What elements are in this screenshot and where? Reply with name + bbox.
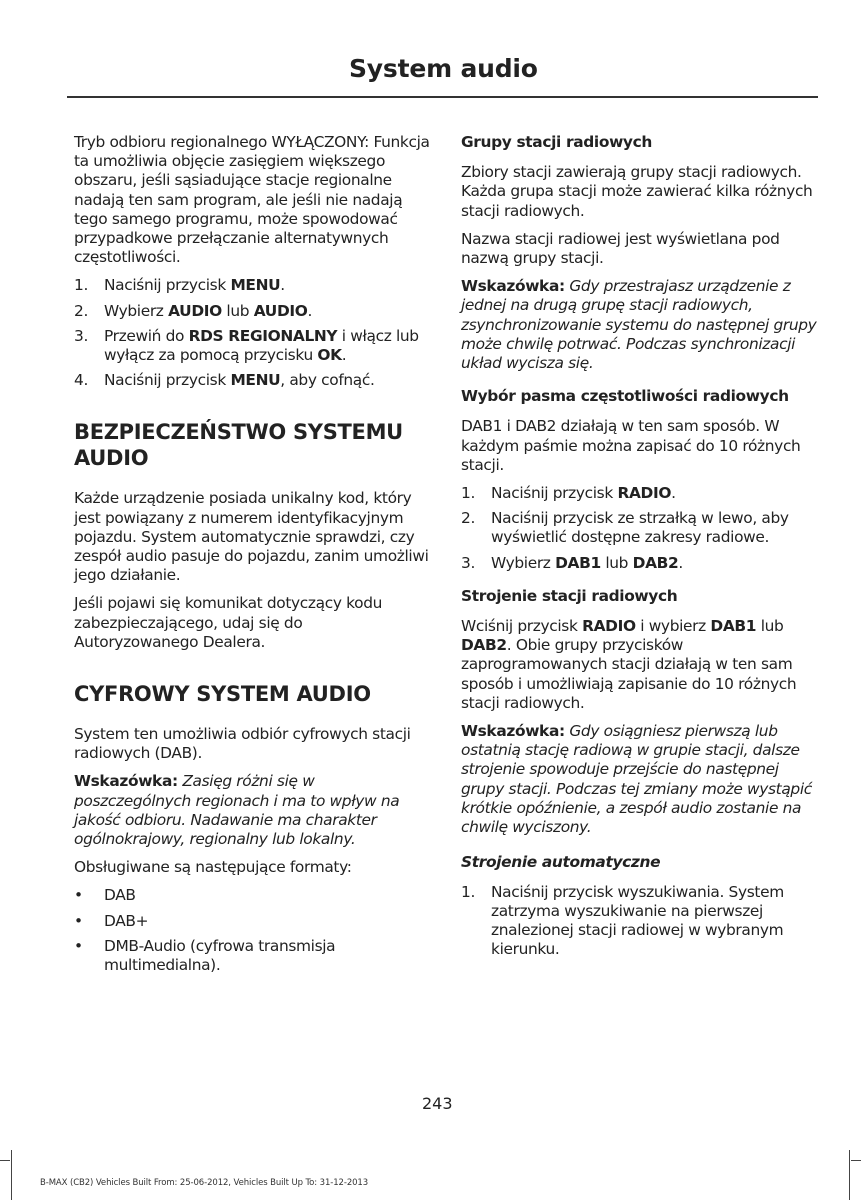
list-item: 1. Naciśnij przycisk MENU. [74, 276, 285, 295]
note-text: Gdy przestrajasz urządzenie z jednej na drugą grupę stacji radiowych, zsynchronizowanie systemu do następnej grupy może chwilę potrwać. Podczas synchronizacji układ wycisza się. [461, 277, 817, 373]
heading-station-tuning: Strojenie stacji radiowych [461, 586, 678, 605]
band-paragraph: DAB1 i DAB2 działają w ten sam sposób. W każdym paśmie można zapisać do 10 różnych stacji. [461, 417, 801, 474]
crop-mark [849, 1150, 850, 1200]
note-label: Wskazówka: [461, 722, 565, 741]
security-paragraph-1: Każde urządzenie posiada unikalny kod, który jest powiązany z numerem identyfikacyjnym pojazdu. System automatycznie sprawdzi, czy zespół audio pasuje do pojazdu, zanim umożliwi jego działanie. [74, 489, 429, 585]
list-item: 3. Przewiń do RDS REGIONALNY i włącz lub wyłącz za pomocą przycisku OK. [74, 326, 419, 365]
footer-text: B-MAX (CB2) Vehicles Built From: 25-06-2012, Vehicles Built Up To: 31-12-2013 [40, 1178, 369, 1188]
groups-paragraph-1: Zbiory stacji zawierają grupy stacji radiowych. Każda grupa stacji może zawierać kilka różnych stacji radiowych. [461, 163, 813, 220]
tuning-paragraph: Wciśnij przycisk RADIO i wybierz DAB1 lub DAB2. Obie grupy przycisków zaprogramowanych stacji działają w ten sam sposób i umożliwiają zapisanie do 10 różnych stacji radiowych. [461, 617, 797, 712]
formats-paragraph: Obsługiwane są następujące formaty: [74, 858, 352, 877]
heading-auto-tuning: Strojenie automatyczne [461, 853, 661, 872]
list-item: 3. Wybierz DAB1 lub DAB2. [461, 553, 683, 572]
bullet-icon: • [74, 911, 83, 930]
formats-list [74, 886, 430, 975]
crop-mark [11, 1150, 12, 1200]
band-steps-list [461, 484, 817, 573]
note-text: Gdy osiągniesz pierwszą lub ostatnią stację radiową w grupie stacji, dalsze strojenie spowoduje przejście do następnej grupy stacji. Podczas tej zmiany może wystąpić krótkie opóźnienie, a zespół audio zostanie na chwilę wyciszony. [461, 722, 812, 837]
auto-steps-list [461, 883, 817, 960]
note-text: Zasięg różni się w poszczególnych regionach i ma to wpływ na jakość odbioru. Nadawanie ma charakter ogólnokrajowy, regionalny lub lokalny. [74, 772, 400, 849]
right-column [461, 133, 817, 967]
list-item: • DMB-Audio (cyfrowa transmisja multimedialna). [74, 936, 336, 975]
heading-band-selection: Wybór pasma częstotliwości radiowych [461, 387, 789, 406]
list-item: 1. Naciśnij przycisk wyszukiwania. System zatrzyma wyszukiwanie na pierwszej znalezionej stacji radiowej w wybranym kierunku. [461, 882, 784, 959]
crop-mark [0, 1160, 10, 1161]
list-item: 1. Naciśnij przycisk RADIO. [461, 484, 676, 503]
list-item: 4. Naciśnij przycisk MENU, aby cofnąć. [74, 371, 375, 390]
list-item: 2. Naciśnij przycisk ze strzałką w lewo, aby wyświetlić dostępne zakresy radiowe. [461, 509, 789, 547]
section-heading-security: BEZPIECZEŃSTWO SYSTEMU AUDIO [74, 420, 403, 471]
note-label: Wskazówka: [74, 772, 178, 791]
page-header-title: System audio [349, 54, 538, 83]
section-heading-digital-audio: CYFROWY SYSTEM AUDIO [74, 682, 371, 707]
list-item: 2. Wybierz AUDIO lub AUDIO. [74, 301, 313, 320]
bullet-icon: • [74, 886, 83, 905]
list-item: • DAB [74, 886, 136, 905]
note-label: Wskazówka: [461, 277, 565, 296]
note-paragraph [461, 277, 817, 373]
list-item: • DAB+ [74, 911, 149, 930]
left-column [74, 133, 430, 983]
header-rule [67, 96, 818, 98]
intro-paragraph: Tryb odbioru regionalnego WYŁĄCZONY: Funkcja ta umożliwia objęcie zasięgiem większego obszaru, jeśli sąsiadujące stacje regionalne nadają ten sam program, ale jeśli nie nadają tego samego programu, może spowodować przypadkowe przełączanie alternatywnych częstotliwości. [74, 133, 430, 267]
menu-steps-list [74, 276, 430, 390]
note-paragraph [461, 722, 817, 837]
page-number: 243 [422, 1094, 453, 1113]
security-paragraph-2: Jeśli pojawi się komunikat dotyczący kodu zabezpieczającego, udaj się do Autoryzowanego Dealera. [74, 594, 383, 651]
heading-station-groups: Grupy stacji radiowych [461, 133, 652, 151]
crop-mark [851, 1160, 861, 1161]
note-paragraph [74, 772, 430, 849]
bullet-icon: • [74, 936, 83, 955]
digital-paragraph: System ten umożliwia odbiór cyfrowych stacji radiowych (DAB). [74, 725, 411, 763]
groups-paragraph-2: Nazwa stacji radiowej jest wyświetlana pod nazwą grupy stacji. [461, 229, 780, 268]
